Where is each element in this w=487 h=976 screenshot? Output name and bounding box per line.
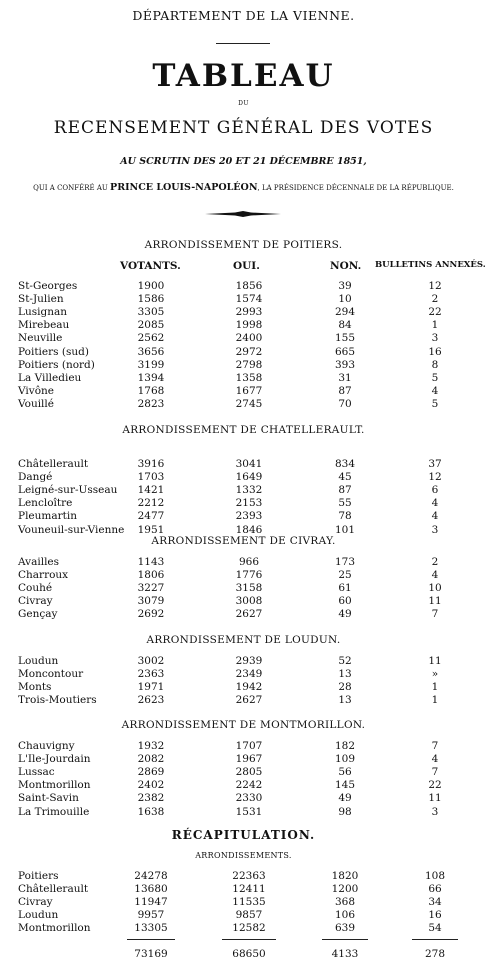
non-value: 1820 [331,870,359,882]
conferred-suffix: , LA PRÉSIDENCE DÉCENNALE DE LA RÉPUBLIQUE. [257,184,454,192]
non-value: 98 [338,805,352,818]
arrondissement-name: Châtellerault [18,883,89,896]
bulletins-value: 22 [428,306,442,319]
oui-value: 1967 [235,753,263,766]
commune-name: Saint-Savin [18,792,79,805]
non-value: 101 [334,523,356,536]
commune-name: Poitiers (nord) [18,358,95,371]
oui-value: 2798 [235,358,263,371]
non-value: 109 [334,753,356,766]
bulletins-value: 16 [428,909,442,922]
commune-name: Châtellerault [18,458,89,470]
votants-value: 2623 [137,694,165,707]
non-value: 87 [338,484,352,497]
recap-row [0,896,487,909]
scrutin-line: AU SCRUTIN DES 20 ET 21 DÉCEMBRE 1851, [120,156,367,167]
total-rule [222,939,276,940]
oui-value: 3008 [235,595,263,608]
section-title: ARRONDISSEMENT DE CIVRAY. [151,535,336,547]
column-header-votants: VOTANTS. [120,260,181,272]
column-header-bulletins: BULLETINS ANNEXÉS. [375,260,486,270]
oui-value: 1942 [235,681,263,694]
oui-value: 2400 [235,332,263,345]
table-row [0,471,487,484]
bulletins-value: 12 [428,280,442,292]
votants-value: 2382 [137,792,165,805]
bulletins-value: 11 [428,595,442,608]
table-row [0,280,487,293]
arrondissement-name: Civray [18,896,53,909]
votants-value: 2562 [137,332,165,345]
oui-value: 2349 [235,668,263,681]
votants-value: 3305 [137,306,165,319]
commune-name: Availles [18,556,60,568]
bulletins-value: 4 [431,569,439,582]
table-row [0,740,487,753]
oui-value: 1707 [235,740,263,752]
non-value: 639 [334,922,356,935]
section-title: ARRONDISSEMENT DE LOUDUN. [146,634,341,646]
bulletins-value: 12 [428,471,442,484]
non-value: 25 [338,569,352,582]
table-row [0,779,487,792]
commune-name: Neuville [18,332,63,345]
recap-row [0,922,487,935]
commune-name: Pleumartin [18,510,77,523]
oui-value: 2805 [235,766,263,779]
oui-value: 12411 [232,883,266,896]
oui-value: 2972 [235,345,263,358]
recap-subtitle: ARRONDISSEMENTS. [195,851,292,860]
bulletins-value: 4 [431,510,439,523]
non-value: 87 [338,384,352,397]
non-value: 10 [338,293,352,306]
commune-name: Lusignan [18,306,67,319]
bulletins-value: 3 [431,805,439,818]
oui-value: 3158 [235,582,263,595]
commune-name: Vivône [18,384,54,397]
oui-value: 3041 [235,458,263,470]
table-row [0,385,487,398]
bulletins-value: 16 [428,345,442,358]
arrondissement-name: Loudun [18,909,59,922]
votants-value: 2212 [137,497,165,510]
non-value: 45 [338,471,352,484]
non-value: 61 [338,582,352,595]
votants-value: 2402 [137,779,165,792]
votants-value: 1586 [137,293,165,306]
bulletins-value: 1 [431,681,439,694]
commune-name: Monts [18,681,52,694]
votants-value: 2869 [137,766,165,779]
votants-value: 1951 [137,523,165,536]
votants-value: 3002 [137,655,165,667]
non-value: 665 [334,345,356,358]
table-row [0,332,487,345]
votants-value: 13680 [134,883,168,896]
oui-value: 2627 [235,608,263,621]
total-rule [127,939,175,940]
oui-value: 12582 [232,922,266,935]
bulletins-value: 54 [428,922,442,935]
non-value: 368 [334,896,356,909]
bulletins-value: 11 [428,655,442,667]
oui-value: 1776 [235,569,263,582]
votants-value: 1421 [137,484,165,497]
header-divider [216,43,270,44]
non-value: 173 [334,556,356,568]
bulletins-value: 4 [431,497,439,510]
recap-row [0,883,487,896]
non-value: 84 [338,319,352,332]
conferred-prefix: QUI A CONFÉRÉ AU [33,184,108,192]
votants-value: 11947 [134,896,168,909]
total-value: 4133 [331,948,359,960]
bulletins-value: 37 [428,458,442,470]
votants-value: 3227 [137,582,165,595]
bulletins-value: 5 [431,397,439,410]
table-row [0,556,487,569]
votants-value: 3916 [137,458,165,470]
commune-name: Leigné-sur-Usseau [18,484,118,497]
title-connector: DU [238,100,249,107]
bulletins-value: 66 [428,883,442,896]
commune-name: La Villedieu [18,371,82,384]
votants-value: 1971 [137,681,165,694]
votants-value: 1932 [137,740,165,752]
bulletins-value: 108 [424,870,446,882]
oui-value: 2939 [235,655,263,667]
bulletins-value: 22 [428,779,442,792]
votants-value: 3656 [137,345,165,358]
table-row [0,398,487,411]
votants-value: 2082 [137,753,165,766]
non-value: 28 [338,681,352,694]
bulletins-value: 5 [431,371,439,384]
commune-name: Moncontour [18,668,84,681]
oui-value: 1649 [235,471,263,484]
table-row [0,497,487,510]
non-value: 182 [334,740,356,752]
non-value: 78 [338,510,352,523]
bulletins-value: 8 [431,358,439,371]
recap-row [0,909,487,922]
commune-name: Vouillé [18,397,54,410]
commune-name: Poitiers (sud) [18,345,89,358]
votants-value: 1638 [137,805,165,818]
commune-name: Charroux [18,569,69,582]
oui-value: 9857 [235,909,263,922]
conferred-line [0,182,487,193]
bulletins-value: 34 [428,896,442,909]
votants-value: 2477 [137,510,165,523]
commune-name: Dangé [18,471,53,484]
total-value: 73169 [134,948,168,960]
commune-name: Mirebeau [18,319,70,332]
oui-value: 11535 [232,896,266,909]
table-row [0,510,487,523]
oui-value: 1358 [235,371,263,384]
non-value: 145 [334,779,356,792]
table-row [0,346,487,359]
commune-name: Montmorillon [18,779,91,792]
commune-name: Loudun [18,655,59,667]
votants-value: 3199 [137,358,165,371]
bulletins-value: 7 [431,740,439,752]
votants-value: 2823 [137,397,165,410]
column-header-oui: OUI. [233,260,260,272]
total-value: 68650 [232,948,266,960]
votants-value: 1394 [137,371,165,384]
bulletins-value: 11 [428,792,442,805]
commune-name: La Trimouille [18,805,90,818]
table-row [0,569,487,582]
non-value: 39 [338,280,352,292]
arrondissement-name: Poitiers [18,870,59,882]
total-value: 278 [424,948,446,960]
non-value: 294 [334,306,356,319]
table-row [0,668,487,681]
bulletins-value: 3 [431,523,439,536]
commune-name: Lussac [18,766,55,779]
votants-value: 1900 [137,280,165,292]
non-value: 13 [338,694,352,707]
oui-value: 1677 [235,384,263,397]
votants-value: 9957 [137,909,165,922]
oui-value: 2993 [235,306,263,319]
commune-name: L'Ile-Jourdain [18,753,91,766]
table-row [0,359,487,372]
table-row [0,582,487,595]
non-value: 56 [338,766,352,779]
table-row [0,681,487,694]
oui-value: 2745 [235,397,263,410]
oui-value: 2242 [235,779,263,792]
totals-row [0,948,487,961]
section-title: ARRONDISSEMENT DE MONTMORILLON. [121,719,366,731]
commune-name: Civray [18,595,53,608]
table-row [0,792,487,805]
ornament-divider [205,210,281,218]
votants-value: 3079 [137,595,165,608]
conferred-name: PRINCE LOUIS-NAPOLÉON [110,182,258,193]
table-row [0,595,487,608]
votants-value: 2692 [137,608,165,621]
non-value: 55 [338,497,352,510]
commune-name: Lencloître [18,497,73,510]
votants-value: 2363 [137,668,165,681]
oui-value: 966 [238,556,260,568]
table-row [0,655,487,668]
votants-value: 13305 [134,922,168,935]
page-title: TABLEAU [152,58,335,94]
bulletins-value: » [431,668,439,681]
table-row [0,458,487,471]
commune-name: Vouneuil-sur-Vienne [18,523,125,536]
column-header-non: NON. [330,260,362,272]
non-value: 60 [338,595,352,608]
department-heading: DÉPARTEMENT DE LA VIENNE. [132,8,355,23]
non-value: 52 [338,655,352,667]
table-row [0,753,487,766]
table-row [0,484,487,497]
oui-value: 1998 [235,319,263,332]
votants-value: 1806 [137,569,165,582]
bulletins-value: 2 [431,556,439,568]
bulletins-value: 4 [431,384,439,397]
oui-value: 1846 [235,523,263,536]
votants-value: 1703 [137,471,165,484]
bulletins-value: 7 [431,766,439,779]
votants-value: 1768 [137,384,165,397]
votants-value: 2085 [137,319,165,332]
commune-name: Trois-Moutiers [18,694,97,707]
table-row [0,608,487,621]
non-value: 13 [338,668,352,681]
non-value: 31 [338,371,352,384]
oui-value: 2627 [235,694,263,707]
table-row [0,319,487,332]
table-row [0,293,487,306]
commune-name: Couhé [18,582,53,595]
non-value: 49 [338,608,352,621]
non-value: 49 [338,792,352,805]
bulletins-value: 1 [431,319,439,332]
bulletins-value: 2 [431,293,439,306]
bulletins-value: 6 [431,484,439,497]
bulletins-value: 10 [428,582,442,595]
non-value: 155 [334,332,356,345]
total-rule [322,939,368,940]
table-row [0,806,487,819]
votants-value: 24278 [134,870,168,882]
table-row [0,766,487,779]
page-subtitle: RECENSEMENT GÉNÉRAL DES VOTES [53,118,434,138]
total-rule [412,939,458,940]
oui-value: 22363 [232,870,266,882]
commune-name: Chauvigny [18,740,75,752]
oui-value: 2393 [235,510,263,523]
oui-value: 2330 [235,792,263,805]
non-value: 393 [334,358,356,371]
non-value: 106 [334,909,356,922]
non-value: 834 [334,458,356,470]
bulletins-value: 4 [431,753,439,766]
oui-value: 1332 [235,484,263,497]
bulletins-value: 3 [431,332,439,345]
commune-name: St-Georges [18,280,78,292]
oui-value: 1856 [235,280,263,292]
table-row [0,694,487,707]
table-row [0,306,487,319]
arrondissement-name: Montmorillon [18,922,91,935]
table-row [0,372,487,385]
votants-value: 1143 [137,556,165,568]
oui-value: 2153 [235,497,263,510]
recap-row [0,870,487,883]
oui-value: 1531 [235,805,263,818]
oui-value: 1574 [235,293,263,306]
bulletins-value: 1 [431,694,439,707]
bulletins-value: 7 [431,608,439,621]
section-title: ARRONDISSEMENT DE POITIERS. [144,239,343,251]
section-title: ARRONDISSEMENT DE CHATELLERAULT. [122,424,365,436]
commune-name: Gençay [18,608,58,621]
non-value: 70 [338,397,352,410]
commune-name: St-Julien [18,293,64,306]
non-value: 1200 [331,883,359,896]
recap-title: RÉCAPITULATION. [171,828,316,842]
